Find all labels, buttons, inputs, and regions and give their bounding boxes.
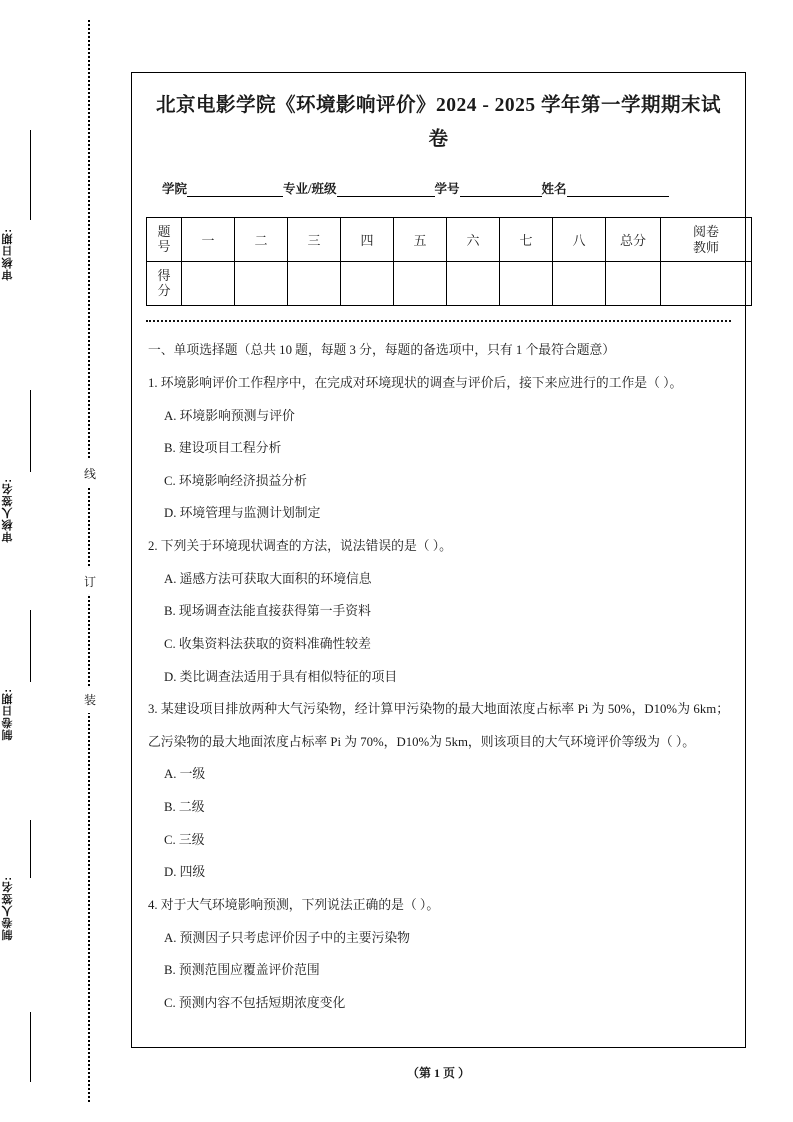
margin-label-prepare-date: 制卷日期: xyxy=(2,688,14,741)
column-header-2: 二 xyxy=(235,218,288,262)
question-option: A. 环境影响预测与评价 xyxy=(164,408,295,423)
question-option: A. 遥感方法可获取大面积的环境信息 xyxy=(164,571,372,586)
margin-rule-4 xyxy=(30,820,31,878)
binding-char-bind: 订 xyxy=(80,568,100,595)
page-footer: （第 1 页 ） xyxy=(406,1066,470,1080)
question-stem: 4. 对于大气环境影响预测，下列说法正确的是（ ）。 xyxy=(148,897,440,912)
score-cell-teacher[interactable] xyxy=(661,262,752,306)
binding-char-line: 线 xyxy=(80,460,100,487)
column-header-4: 四 xyxy=(341,218,394,262)
dotted-separator xyxy=(146,320,731,322)
major-label: 专业/班级 xyxy=(283,182,337,197)
row-header-score xyxy=(147,262,182,306)
margin-label-reviewer-signature: 审核人签名: xyxy=(2,478,14,543)
margin-rule-3 xyxy=(30,610,31,682)
question-option: B. 二级 xyxy=(164,800,205,814)
binding-dotted-line xyxy=(88,20,90,1102)
score-table xyxy=(146,217,752,306)
score-cell-8[interactable] xyxy=(553,262,606,306)
question-option: C. 预测内容不包括短期浓度变化 xyxy=(164,995,346,1010)
question-stem: 2. 下列关于环境现状调查的方法，说法错误的是（ ）。 xyxy=(148,539,452,553)
question-option: C. 收集资料法获取的资料准确性较差 xyxy=(164,636,371,651)
column-header-3: 三 xyxy=(288,218,341,262)
score-cell-2[interactable] xyxy=(235,262,288,306)
score-cell-6[interactable] xyxy=(447,262,500,306)
column-header-7: 七 xyxy=(500,218,553,262)
student-id-input[interactable] xyxy=(460,183,542,197)
question-stem: 3. 某建设项目排放两种大气污染物，经计算甲污染物的最大地面浓度占标率 Pi 为 50%，D10%为 6km；乙污染物的最大地面浓度占标率 Pi 为 70%，D10%为 5km，则该项目的大气环境评价等级为（ ）。 xyxy=(148,702,729,749)
question-option: A. 预测因子只考虑评价因子中的主要污染物 xyxy=(164,930,410,945)
table-row-scores xyxy=(147,262,752,306)
column-header-teacher xyxy=(661,218,752,262)
column-header-8: 八 xyxy=(553,218,606,262)
page-title: 北京电影学院《环境影响评价》2024 - 2025 学年第一学期期末试卷 xyxy=(155,95,722,151)
margin-rule-5 xyxy=(30,1012,31,1082)
score-cell-5[interactable] xyxy=(394,262,447,306)
table-row-question-numbers xyxy=(147,218,752,262)
binding-char-assemble: 装 xyxy=(80,686,100,713)
column-header-1: 一 xyxy=(182,218,235,262)
student-info-line xyxy=(162,179,725,197)
question-option: B. 预测范围应覆盖评价范围 xyxy=(164,963,320,978)
score-cell-3[interactable] xyxy=(288,262,341,306)
column-header-6: 六 xyxy=(447,218,500,262)
section-heading: 一、单项选择题（总共 10 题，每题 3 分，每题的备选项中，只有 1 个最符合题意） xyxy=(148,343,616,358)
exam-sheet xyxy=(131,72,746,1048)
question-list xyxy=(148,367,729,1020)
teacher-label-line-2: 教师 xyxy=(692,239,719,255)
row-header-char-2: 号 xyxy=(157,238,171,254)
score-cell-1[interactable] xyxy=(182,262,235,306)
score-cell-7[interactable] xyxy=(500,262,553,306)
college-label: 学院 xyxy=(162,182,188,197)
margin-label-preparer-signature: 制卷人签名: xyxy=(2,876,14,941)
student-id-label: 学号 xyxy=(434,182,460,197)
binding-margin xyxy=(0,0,130,1122)
row-header-char-1: 题 xyxy=(157,223,171,239)
row-header-question-number xyxy=(147,218,182,262)
college-input[interactable] xyxy=(187,183,283,197)
score-header-char-1: 得 xyxy=(157,267,171,283)
score-header-char-2: 分 xyxy=(157,282,171,298)
question-option: B. 建设项目工程分析 xyxy=(164,441,282,456)
column-header-total: 总分 xyxy=(606,218,661,262)
question-option: D. 环境管理与监测计划制定 xyxy=(164,506,321,521)
teacher-label-line-1: 阅卷 xyxy=(692,224,719,240)
column-header-5: 五 xyxy=(394,218,447,262)
margin-rule-2 xyxy=(30,390,31,472)
margin-label-review-date: 审核日期: xyxy=(2,228,14,281)
score-cell-total[interactable] xyxy=(606,262,661,306)
score-cell-4[interactable] xyxy=(341,262,394,306)
margin-rule-1 xyxy=(30,130,31,220)
question-option: D. 四级 xyxy=(164,865,206,880)
question-option: C. 三级 xyxy=(164,832,205,847)
question-option: B. 现场调查法能直接获得第一手资料 xyxy=(164,604,371,619)
question-option: C. 环境影响经济损益分析 xyxy=(164,473,307,488)
question-option: A. 一级 xyxy=(164,767,206,782)
question-option: D. 类比调查法适用于具有相似特征的项目 xyxy=(164,669,398,684)
name-label: 姓名 xyxy=(541,182,567,197)
question-body xyxy=(148,334,729,1019)
question-stem: 1. 环境影响评价工作程序中，在完成对环境现状的调查与评价后，接下来应进行的工作是（ ）。 xyxy=(148,375,683,390)
name-input[interactable] xyxy=(567,183,669,197)
major-input[interactable] xyxy=(337,183,435,197)
